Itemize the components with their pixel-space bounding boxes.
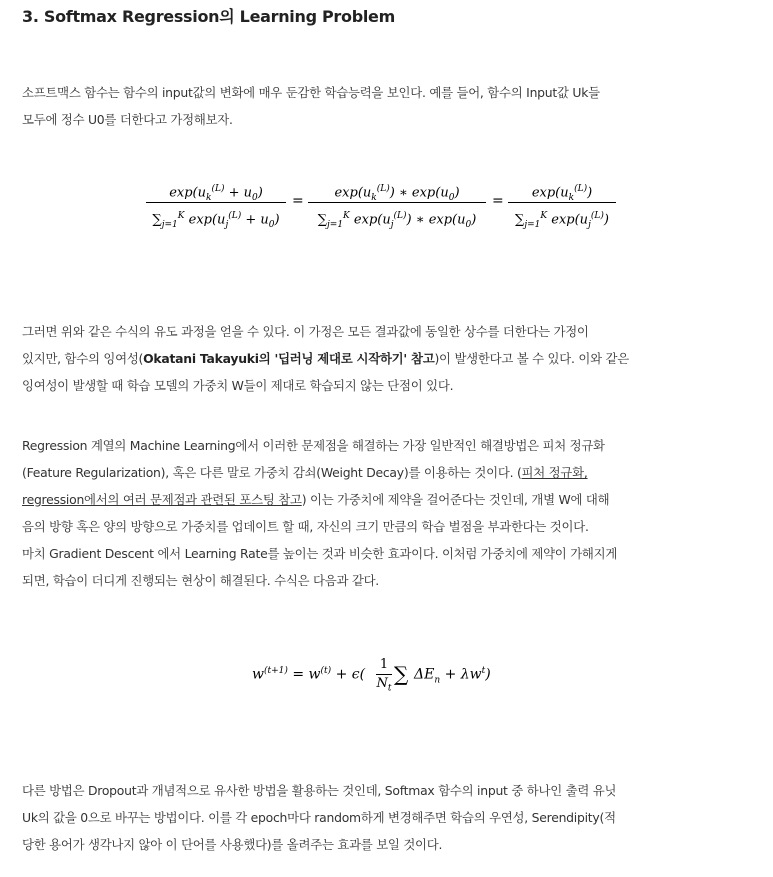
fraction-1: $\frac{\exp(u_k^{(L)} + u_0)}{\sum_{j=1}^K \exp(u_j^{(L)} + u_0)}$ [146, 176, 286, 229]
bold-reference: Okatani Takayuki의 '딥러닝 제대로 시작하기' 참고 [143, 351, 435, 366]
softmax-invariance-equation [146, 176, 616, 236]
fraction-2: $\frac{\exp(u_k^{(L)}) ∗ \exp(u_0)}{\sum_{j=1}^K \exp(u_j^{(L)}) ∗ \exp(u_0)}$ [308, 176, 486, 229]
fraction-3: $\frac{\exp(u_k^{(L)})}{\sum_{j=1}^K \exp(u_j^{(L)})}$ [508, 176, 616, 229]
paragraph-line: 음의 방향 혹은 양의 방향으로 가중치를 업데이트 할 때, 자신의 크기 만큼의 학습 벌점을 부과한다는 것이다. [22, 519, 589, 534]
paragraph-line: 당한 용어가 생각나지 않아 이 단어를 사용했다)를 올려주는 효과를 보일 것이다. [22, 837, 443, 852]
line-text: 있지만, 함수의 잉여성( [22, 351, 144, 366]
line-text: )이 발생한다고 볼 수 있다. 이와 같은 [434, 351, 629, 366]
paragraph-dropout [22, 777, 757, 858]
paragraph-line: 되면, 학습이 더디게 진행되는 현상이 해결된다. 수식은 다음과 같다. [22, 573, 379, 588]
paragraph-line: 소프트맥스 함수는 함수의 input값의 변화에 매우 둔감한 학습능력을 보인다. 예를 들어, 함수의 Input값 Uk들 [22, 85, 600, 100]
paragraph-redundancy [22, 318, 757, 399]
line-text: (Feature Regularization), 혹은 다른 말로 가중치 감쇠(Weight Decay)를 이용하는 것이다. ( [22, 465, 522, 480]
paragraph-line: 잉여성이 발생할 때 학습 모델의 가중치 W들이 제대로 학습되지 않는 단점이 있다. [22, 378, 454, 393]
paragraph-line: 그러면 위와 같은 수식의 유도 과정을 얻을 수 있다. 이 가정은 모든 결과값에 동일한 상수를 더한다는 가정이 [22, 324, 589, 339]
paragraph-line [22, 486, 757, 513]
paragraph-intro [22, 79, 757, 133]
paragraph-line [22, 345, 757, 372]
equals-sign: = [292, 193, 304, 209]
page-title: 3. Softmax Regression의 Learning Problem [22, 7, 395, 26]
paragraph-line: 마치 Gradient Descent 에서 Learning Rate를 높이는 것과 비슷한 효과이다. 이처럼 가중치에 제약이 가해지게 [22, 546, 618, 561]
paragraph-regularization [22, 432, 757, 594]
reference-link[interactable]: 피처 정규화, [521, 465, 588, 480]
reference-link[interactable]: regression에서의 여러 문제점과 관련된 포스팅 참고 [22, 492, 302, 507]
paragraph-line: 다른 방법은 Dropout과 개념적으로 유사한 방법을 활용하는 것인데, Softmax 함수의 input 중 하나인 출력 유닛 [22, 783, 617, 798]
line-text: ) 이는 가중치에 제약을 걸어준다는 것인데, 개별 W에 대해 [301, 492, 610, 507]
paragraph-line [22, 459, 757, 486]
equals-sign: = [492, 193, 504, 209]
paragraph-line: Regression 계열의 Machine Learning에서 이러한 문제점을 해결하는 가장 일반적인 해결방법은 피처 정규화 [22, 438, 605, 453]
paragraph-line: Uk의 값을 0으로 바꾸는 방법이다. 이를 각 epoch마다 random하게 변경해주면 학습의 우연성, Serendipity(적 [22, 810, 616, 825]
weight-decay-equation: $w^{(t+1)} = w^{(t)} + \epsilon$( 1 $N_t$ ∑ $\Delta E_n + \lambda w^t$) [252, 657, 491, 694]
paragraph-line: 모두에 정수 U0를 더한다고 가정해보자. [22, 112, 233, 127]
